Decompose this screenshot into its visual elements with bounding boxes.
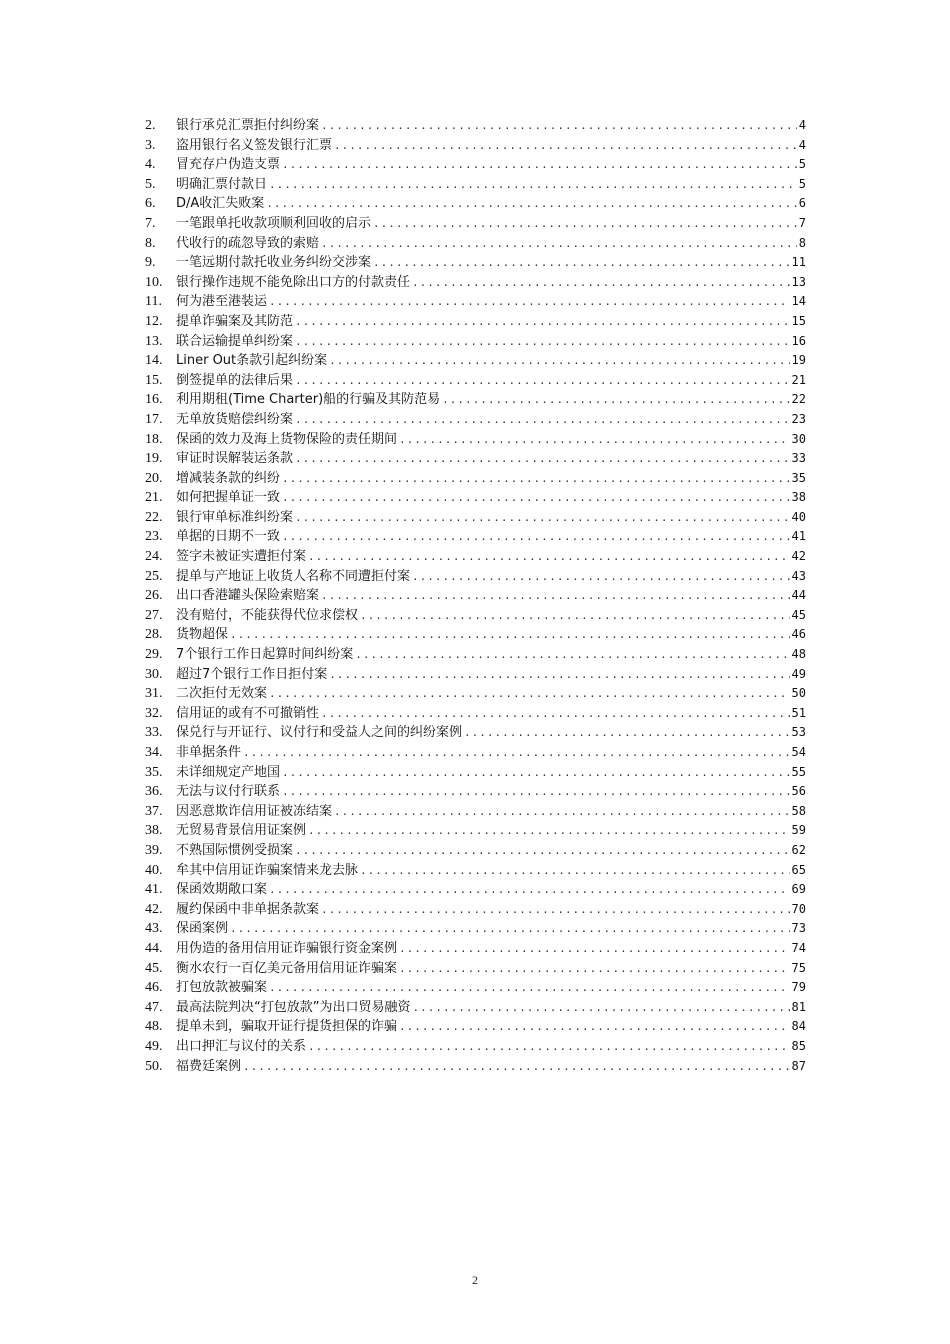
toc-entry[interactable] (145, 586, 806, 606)
toc-entry-page: 4 (798, 118, 806, 132)
toc-entry[interactable] (145, 292, 806, 312)
toc-entry[interactable] (145, 488, 806, 508)
toc-entry[interactable] (145, 684, 806, 704)
toc-entry[interactable] (145, 273, 806, 293)
toc-dot-leader (399, 939, 790, 959)
toc-entry-page: 35 (791, 470, 806, 485)
toc-entry[interactable] (145, 1057, 806, 1077)
toc-entry-page: 65 (791, 862, 806, 877)
toc-entry-page: 40 (791, 509, 806, 524)
toc-dot-leader (282, 469, 790, 489)
toc-entry-number: 15. (145, 372, 163, 388)
toc-entry[interactable] (145, 547, 806, 567)
toc-entry-page: 50 (791, 686, 806, 701)
toc-dot-leader (269, 292, 790, 312)
toc-entry[interactable] (145, 390, 806, 410)
toc-entry-number: 21. (145, 490, 163, 506)
toc-entry-page: 56 (791, 784, 806, 799)
toc-dot-leader (399, 959, 790, 979)
toc-entry-number: 23. (145, 529, 163, 545)
toc-entry-title[interactable]: 最高法院判决“打包放款”为出口贸易融资 (176, 999, 411, 1015)
toc-entry-number: 35. (145, 764, 163, 780)
toc-entry-title[interactable]: 无贸易背景信用证案例 (176, 823, 307, 839)
toc-entry-number: 38. (145, 823, 163, 839)
toc-entry-title[interactable]: 履约保函中非单据条款案 (176, 901, 320, 917)
toc-entry-page: 42 (791, 549, 806, 564)
toc-entry-number: 18. (145, 431, 163, 447)
toc-entry-page: 14 (791, 294, 806, 309)
toc-entry[interactable] (145, 1017, 806, 1037)
toc-entry-number: 42. (145, 901, 163, 917)
toc-entry-title[interactable]: 货物超保 (176, 627, 229, 643)
toc-entry[interactable] (145, 351, 806, 371)
toc-entry[interactable] (145, 625, 806, 645)
toc-dot-leader (360, 606, 790, 626)
toc-entry[interactable] (145, 782, 806, 802)
toc-entry-title[interactable]: 一笔远期付款托收业务纠纷交涉案 (176, 255, 372, 271)
toc-dot-leader (269, 978, 790, 998)
toc-entry[interactable] (145, 606, 806, 626)
toc-entry[interactable] (145, 136, 806, 156)
toc-entry-number: 33. (145, 725, 163, 741)
table-of-contents (145, 116, 806, 1076)
toc-entry[interactable] (145, 312, 806, 332)
toc-entry-number: 29. (145, 647, 163, 663)
toc-entry-title[interactable]: 未详细规定产地国 (176, 764, 281, 780)
toc-entry[interactable] (145, 214, 806, 234)
page-number: 2 (472, 1273, 478, 1287)
toc-entry[interactable] (145, 371, 806, 391)
toc-entry[interactable] (145, 919, 806, 939)
toc-entry-page: 49 (791, 666, 806, 681)
toc-entry-number: 2. (145, 118, 156, 133)
toc-entry[interactable] (145, 410, 806, 430)
toc-entry-title[interactable]: 7个银行工作日起算时间纠纷案 (176, 647, 354, 663)
toc-entry-title[interactable]: 银行承兑汇票拒付纠纷案 (176, 118, 320, 133)
toc-entry-page: 33 (791, 451, 806, 466)
toc-dot-leader (464, 723, 790, 743)
toc-entry-title[interactable]: 信用证的或有不可撤销性 (176, 705, 320, 721)
toc-entry-title[interactable]: 保兑行与开证行、议付行和受益人之间的纠纷案例 (176, 725, 463, 741)
toc-entry-number: 28. (145, 627, 163, 643)
toc-entry-number: 26. (145, 588, 163, 604)
toc-dot-leader (295, 410, 790, 430)
toc-dot-leader (282, 782, 790, 802)
toc-entry-title[interactable]: 签字未被证实遭拒付案 (176, 549, 307, 565)
toc-dot-leader (308, 821, 790, 841)
toc-entry-title[interactable]: D/A收汇失败案 (176, 196, 265, 212)
toc-entry-number: 24. (145, 549, 163, 565)
toc-entry[interactable] (145, 723, 806, 743)
toc-dot-leader (295, 332, 790, 352)
toc-entry-title[interactable]: 提单诈骗案及其防范 (176, 313, 294, 329)
toc-dot-leader (412, 273, 790, 293)
toc-entry[interactable] (145, 194, 806, 214)
toc-entry-title[interactable]: 因恶意欺诈信用证被冻结案 (176, 803, 333, 819)
toc-dot-leader (321, 900, 790, 920)
toc-entry-page: 55 (791, 764, 806, 779)
toc-entry-page: 13 (791, 274, 806, 289)
toc-entry-page: 51 (791, 705, 806, 720)
toc-dot-leader (269, 880, 790, 900)
toc-dot-leader (230, 919, 790, 939)
toc-dot-leader (243, 1057, 790, 1077)
toc-entry-number: 46. (145, 980, 163, 996)
toc-entry-title[interactable]: 银行操作违规不能免除出口方的付款责任 (176, 274, 411, 290)
toc-entry-number: 8. (145, 235, 156, 251)
toc-entry-page: 85 (791, 1038, 806, 1053)
toc-entry[interactable] (145, 155, 806, 175)
toc-dot-leader (373, 214, 797, 234)
toc-entry-number: 40. (145, 862, 163, 878)
toc-entry-title[interactable]: 提单与产地证上收货人名称不同遭拒付案 (176, 568, 411, 584)
toc-entry-page: 84 (791, 1019, 806, 1034)
toc-entry-page: 4 (798, 137, 806, 152)
toc-entry[interactable] (145, 880, 806, 900)
toc-dot-leader (334, 136, 797, 156)
toc-entry-number: 14. (145, 353, 163, 369)
toc-dot-leader (334, 802, 790, 822)
toc-dot-leader (266, 194, 796, 214)
toc-dot-leader (412, 567, 790, 587)
toc-dot-leader (282, 763, 790, 783)
toc-entry-number: 12. (145, 313, 163, 329)
toc-entry-page: 23 (791, 411, 806, 426)
toc-entry[interactable] (145, 959, 806, 979)
toc-entry-title[interactable]: 倒签提单的法律后果 (176, 372, 294, 388)
toc-entry[interactable] (145, 998, 806, 1018)
toc-entry-title[interactable]: 明确汇票付款日 (176, 176, 268, 192)
toc-entry-number: 19. (145, 451, 163, 467)
toc-entry-title[interactable]: 衡水农行一百亿美元备用信用证诈骗案 (176, 960, 398, 976)
toc-entry[interactable] (145, 332, 806, 352)
toc-entry-page: 73 (791, 921, 806, 936)
toc-entry-number: 11. (145, 294, 162, 310)
toc-entry-number: 37. (145, 803, 163, 819)
toc-entry-title[interactable]: 冒充存户伪造支票 (176, 157, 281, 173)
toc-entry-page: 45 (791, 607, 806, 622)
toc-entry-title[interactable]: 非单据条件 (176, 745, 242, 760)
toc-dot-leader (295, 508, 790, 528)
toc-entry-title[interactable]: 牟其中信用证诈骗案情来龙去脉 (176, 862, 359, 878)
toc-entry-number: 50. (145, 1058, 163, 1074)
toc-entry-number: 6. (145, 196, 156, 212)
toc-dot-leader (308, 547, 790, 567)
toc-entry-page: 30 (791, 431, 806, 446)
toc-entry-page: 87 (791, 1058, 806, 1073)
toc-entry-page: 7 (798, 215, 806, 230)
toc-dot-leader (295, 841, 790, 861)
toc-entry-page: 6 (798, 196, 806, 211)
toc-entry[interactable] (145, 900, 806, 920)
toc-entry-number: 32. (145, 705, 163, 721)
toc-entry-page: 15 (791, 313, 806, 328)
toc-entry-title[interactable]: 审证时误解装运条款 (176, 451, 294, 467)
toc-entry-title[interactable]: 超过7个银行工作日拒付案 (176, 666, 328, 682)
toc-entry-title[interactable]: 代收行的疏忽导致的索赔 (176, 235, 320, 251)
toc-dot-leader (399, 430, 790, 450)
toc-dot-leader (373, 253, 790, 273)
toc-entry-page: 38 (791, 490, 806, 505)
toc-dot-leader (360, 861, 790, 881)
toc-entry-number: 17. (145, 411, 163, 427)
toc-entry-title[interactable]: 盗用银行名义签发银行汇票 (176, 137, 333, 153)
toc-dot-leader (329, 665, 789, 685)
toc-entry-number: 30. (145, 666, 163, 682)
toc-entry-number: 31. (145, 686, 163, 702)
toc-entry-number: 47. (145, 999, 163, 1015)
toc-entry-number: 13. (145, 333, 163, 349)
toc-dot-leader (295, 312, 790, 332)
toc-entry-number: 45. (145, 960, 163, 976)
toc-entry-title[interactable]: 何为港至港装运 (176, 294, 268, 310)
toc-entry-number: 5. (145, 176, 156, 192)
toc-entry-page: 19 (791, 353, 806, 368)
toc-dot-leader (412, 998, 789, 1018)
toc-entry-title[interactable]: 银行审单标准纠纷案 (176, 509, 294, 525)
toc-entry-page: 69 (791, 882, 806, 897)
toc-entry-page: 41 (791, 529, 806, 544)
toc-dot-leader (282, 527, 790, 547)
toc-entry-title[interactable]: 二次拒付无效案 (176, 686, 268, 702)
toc-dot-leader (282, 488, 790, 508)
toc-entry-number: 34. (145, 745, 163, 760)
toc-entry-number: 39. (145, 842, 163, 858)
toc-entry-title[interactable]: 利用期租(Time Charter)船的行骗及其防范易 (176, 392, 441, 408)
toc-entry-number: 25. (145, 568, 163, 584)
toc-dot-leader (230, 625, 790, 645)
toc-entry[interactable] (145, 527, 806, 547)
toc-entry-title[interactable]: 用伪造的备用信用证诈骗银行资金案例 (176, 940, 398, 956)
toc-entry-title[interactable]: 出口押汇与议付的关系 (176, 1038, 307, 1054)
toc-entry-number: 49. (145, 1038, 163, 1054)
toc-dot-leader (321, 116, 797, 136)
toc-entry-page: 46 (791, 627, 806, 642)
toc-entry-title[interactable]: 单据的日期不一致 (176, 529, 281, 545)
toc-entry[interactable] (145, 469, 806, 489)
toc-dot-leader (329, 351, 789, 371)
toc-entry[interactable] (145, 704, 806, 724)
toc-entry-title[interactable]: 不熟国际惯例受损案 (176, 842, 294, 858)
toc-dot-leader (399, 1017, 790, 1037)
toc-dot-leader (269, 684, 790, 704)
toc-dot-leader (442, 390, 789, 410)
toc-entry-number: 20. (145, 470, 163, 486)
toc-entry-page: 43 (791, 568, 806, 583)
toc-entry-page: 62 (791, 842, 806, 857)
toc-entry-title[interactable]: 保函的效力及海上货物保险的责任期间 (176, 431, 398, 447)
toc-entry-number: 16. (145, 392, 163, 408)
toc-entry-page: 79 (791, 980, 806, 995)
toc-entry[interactable] (145, 978, 806, 998)
toc-entry-title[interactable]: 出口香港罐头保险索赔案 (176, 588, 320, 604)
toc-entry[interactable] (145, 430, 806, 450)
toc-entry-number: 4. (145, 157, 156, 173)
toc-entry-title[interactable]: 如何把握单证一致 (176, 490, 281, 506)
toc-entry[interactable] (145, 821, 806, 841)
toc-entry-number: 10. (145, 274, 163, 290)
toc-entry-title[interactable]: Liner Out条款引起纠纷案 (176, 353, 328, 369)
toc-entry[interactable] (145, 802, 806, 822)
toc-entry-page: 5 (798, 157, 806, 172)
toc-dot-leader (321, 234, 797, 254)
toc-entry-title[interactable]: 保函效期敞口案 (176, 882, 268, 898)
toc-entry-number: 44. (145, 940, 163, 956)
toc-entry-title[interactable]: 福费廷案例 (176, 1058, 242, 1074)
toc-entry-number: 43. (145, 921, 163, 937)
toc-entry[interactable] (145, 234, 806, 254)
toc-entry[interactable] (145, 567, 806, 587)
toc-entry-page: 74 (791, 940, 806, 955)
toc-entry-page: 81 (791, 999, 806, 1014)
toc-entry-number: 48. (145, 1019, 163, 1035)
toc-dot-leader (321, 704, 790, 724)
toc-entry-page: 54 (791, 745, 806, 759)
toc-entry-page: 5 (798, 176, 806, 191)
toc-entry-number: 3. (145, 137, 156, 153)
toc-entry[interactable] (145, 116, 806, 136)
toc-entry-title[interactable]: 打包放款被骗案 (176, 980, 268, 996)
toc-dot-leader (355, 645, 789, 665)
toc-entry[interactable] (145, 665, 806, 685)
toc-entry-title[interactable]: 无法与议付行联系 (176, 784, 281, 800)
toc-dot-leader (269, 175, 797, 195)
toc-entry[interactable] (145, 253, 806, 273)
toc-entry-title[interactable]: 保函案例 (176, 921, 229, 937)
toc-entry-page: 70 (791, 901, 806, 916)
toc-entry[interactable] (145, 449, 806, 469)
toc-entry-page: 21 (791, 372, 806, 387)
toc-entry[interactable] (145, 743, 806, 763)
toc-entry[interactable] (145, 939, 806, 959)
toc-entry-title[interactable]: 一笔跟单托收款项顺利回收的启示 (176, 215, 372, 231)
toc-entry-page: 58 (791, 803, 806, 818)
toc-entry[interactable] (145, 841, 806, 861)
toc-dot-leader (295, 371, 790, 391)
toc-entry-page: 22 (791, 392, 806, 407)
toc-entry-title[interactable]: 联合运输提单纠纷案 (176, 333, 294, 349)
toc-entry-page: 11 (791, 255, 806, 270)
toc-entry-page: 75 (791, 960, 806, 975)
toc-entry-page: 44 (791, 588, 806, 603)
toc-entry-number: 41. (145, 882, 163, 898)
toc-entry[interactable] (145, 1037, 806, 1057)
toc-dot-leader (321, 586, 790, 606)
toc-dot-leader (308, 1037, 790, 1057)
toc-entry[interactable] (145, 175, 806, 195)
toc-entry[interactable] (145, 645, 806, 665)
toc-dot-leader (282, 155, 797, 175)
toc-entry-number: 7. (145, 215, 156, 231)
toc-entry-page: 8 (798, 235, 806, 250)
toc-entry-page: 59 (791, 823, 806, 838)
toc-dot-leader (295, 449, 790, 469)
toc-entry-title[interactable]: 无单放货赔偿纠纷案 (176, 411, 294, 427)
toc-entry-number: 27. (145, 607, 163, 623)
toc-entry-title[interactable]: 没有赔付，不能获得代位求偿权 (176, 607, 359, 623)
toc-entry-title[interactable]: 提单未到，骗取开证行提货担保的诈骗 (176, 1019, 398, 1035)
toc-entry-number: 9. (145, 255, 156, 271)
toc-entry-page: 48 (791, 647, 806, 662)
toc-entry-number: 36. (145, 784, 163, 800)
toc-entry-page: 53 (791, 725, 806, 740)
toc-entry-title[interactable]: 增减装条款的纠纷 (176, 470, 281, 486)
toc-entry[interactable] (145, 508, 806, 528)
toc-entry-page: 16 (791, 333, 806, 348)
toc-entry[interactable] (145, 861, 806, 881)
toc-entry[interactable] (145, 763, 806, 783)
toc-entry-number: 22. (145, 509, 163, 525)
toc-dot-leader (243, 743, 790, 763)
